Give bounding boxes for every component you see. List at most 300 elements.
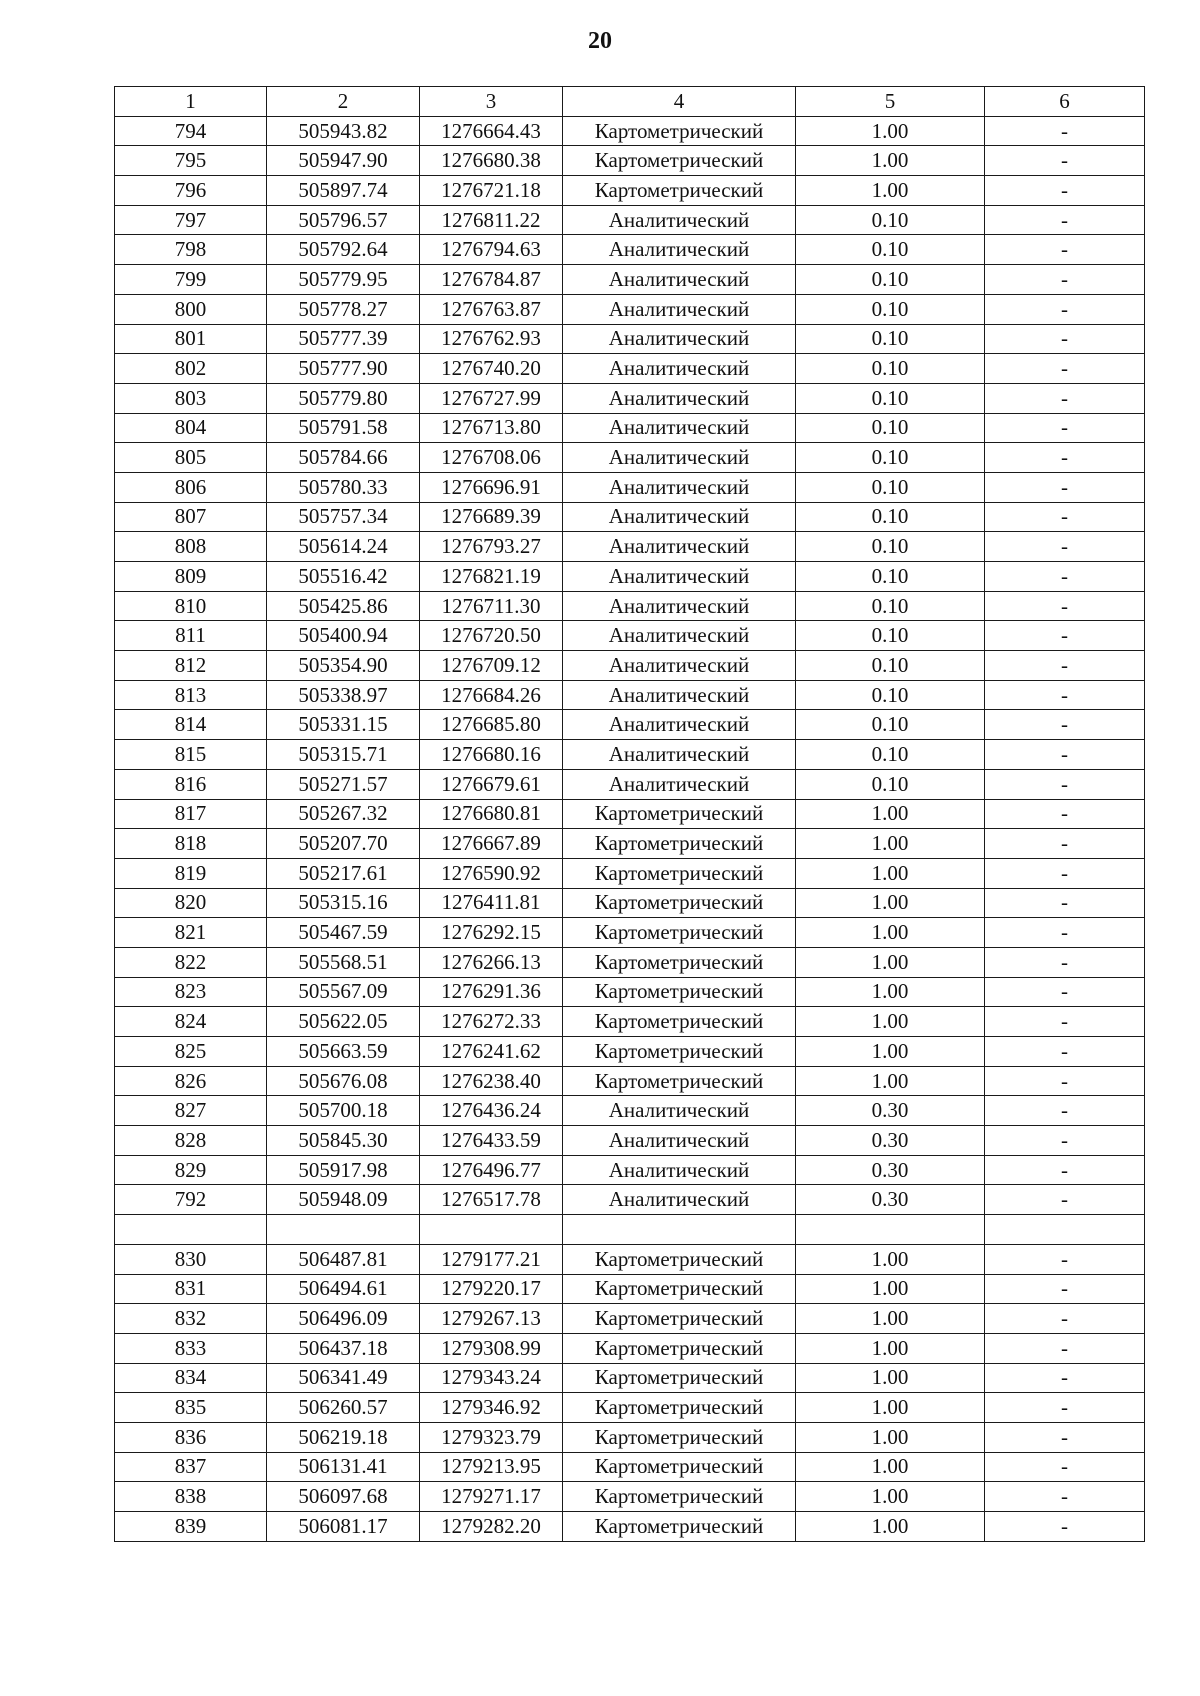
cell-point-number: 825 (115, 1037, 267, 1067)
table-row (115, 1482, 1145, 1512)
cell-method: Аналитический (563, 265, 796, 295)
cell-note: - (985, 947, 1145, 977)
cell-point-number: 815 (115, 740, 267, 770)
cell-method: Картометрический (563, 1244, 796, 1274)
cell-method: Картометрический (563, 1274, 796, 1304)
cell-y-coordinate: 1276664.43 (420, 116, 563, 146)
cell-point-number: 807 (115, 502, 267, 532)
cell-note: - (985, 858, 1145, 888)
table-row (115, 799, 1145, 829)
table-row (115, 116, 1145, 146)
cell-accuracy: 1.00 (796, 947, 985, 977)
cell-accuracy: 0.10 (796, 502, 985, 532)
cell-note: - (985, 918, 1145, 948)
cell-method (563, 1215, 796, 1245)
cell-x-coordinate: 505947.90 (267, 146, 420, 176)
table-row (115, 769, 1145, 799)
cell-y-coordinate: 1276709.12 (420, 651, 563, 681)
cell-accuracy: 0.30 (796, 1185, 985, 1215)
cell-y-coordinate: 1279323.79 (420, 1422, 563, 1452)
cell-note: - (985, 324, 1145, 354)
cell-x-coordinate: 505338.97 (267, 680, 420, 710)
cell-x-coordinate: 505425.86 (267, 591, 420, 621)
cell-x-coordinate: 505614.24 (267, 532, 420, 562)
cell-note: - (985, 1185, 1145, 1215)
table-row (115, 1037, 1145, 1067)
cell-accuracy: 1.00 (796, 1274, 985, 1304)
cell-method: Аналитический (563, 621, 796, 651)
cell-accuracy: 1.00 (796, 1037, 985, 1067)
table-row (115, 591, 1145, 621)
cell-note: - (985, 562, 1145, 592)
table-row (115, 413, 1145, 443)
header-cell-4: 4 (563, 87, 796, 117)
cell-point-number: 803 (115, 383, 267, 413)
cell-note: - (985, 146, 1145, 176)
cell-method: Аналитический (563, 235, 796, 265)
cell-x-coordinate: 506219.18 (267, 1422, 420, 1452)
cell-method: Картометрический (563, 977, 796, 1007)
cell-x-coordinate: 505400.94 (267, 621, 420, 651)
cell-accuracy: 1.00 (796, 858, 985, 888)
cell-y-coordinate: 1276762.93 (420, 324, 563, 354)
cell-point-number: 826 (115, 1066, 267, 1096)
cell-note: - (985, 354, 1145, 384)
cell-note: - (985, 176, 1145, 206)
cell-method: Аналитический (563, 740, 796, 770)
cell-accuracy: 0.30 (796, 1126, 985, 1156)
cell-method: Картометрический (563, 1482, 796, 1512)
cell-point-number: 817 (115, 799, 267, 829)
cell-method: Картометрический (563, 146, 796, 176)
cell-note: - (985, 799, 1145, 829)
cell-note: - (985, 680, 1145, 710)
table-row (115, 1007, 1145, 1037)
cell-accuracy: 0.10 (796, 265, 985, 295)
cell-accuracy: 1.00 (796, 1066, 985, 1096)
cell-note: - (985, 116, 1145, 146)
cell-y-coordinate: 1279282.20 (420, 1512, 563, 1542)
cell-method: Картометрический (563, 1363, 796, 1393)
cell-point-number: 801 (115, 324, 267, 354)
table-row (115, 1393, 1145, 1423)
cell-x-coordinate: 506494.61 (267, 1274, 420, 1304)
table-row (115, 1215, 1145, 1245)
header-cell-5: 5 (796, 87, 985, 117)
cell-point-number: 811 (115, 621, 267, 651)
cell-x-coordinate: 505207.70 (267, 829, 420, 859)
cell-note: - (985, 1274, 1145, 1304)
cell-point-number: 836 (115, 1422, 267, 1452)
cell-x-coordinate: 505796.57 (267, 205, 420, 235)
cell-point-number: 794 (115, 116, 267, 146)
cell-note: - (985, 740, 1145, 770)
cell-y-coordinate: 1276241.62 (420, 1037, 563, 1067)
cell-note: - (985, 502, 1145, 532)
table-row (115, 562, 1145, 592)
cell-accuracy: 0.10 (796, 562, 985, 592)
cell-accuracy: 0.10 (796, 354, 985, 384)
cell-method: Аналитический (563, 1096, 796, 1126)
cell-y-coordinate: 1279220.17 (420, 1274, 563, 1304)
cell-x-coordinate: 505516.42 (267, 562, 420, 592)
cell-point-number: 832 (115, 1304, 267, 1334)
cell-y-coordinate: 1276811.22 (420, 205, 563, 235)
table-row (115, 472, 1145, 502)
cell-accuracy: 0.10 (796, 472, 985, 502)
cell-x-coordinate: 505354.90 (267, 651, 420, 681)
cell-note: - (985, 591, 1145, 621)
cell-method: Картометрический (563, 116, 796, 146)
cell-x-coordinate: 505777.90 (267, 354, 420, 384)
cell-x-coordinate: 505780.33 (267, 472, 420, 502)
cell-note: - (985, 472, 1145, 502)
cell-x-coordinate: 505700.18 (267, 1096, 420, 1126)
cell-note: - (985, 621, 1145, 651)
cell-method: Картометрический (563, 947, 796, 977)
cell-point-number: 838 (115, 1482, 267, 1512)
cell-y-coordinate: 1276740.20 (420, 354, 563, 384)
cell-accuracy: 1.00 (796, 116, 985, 146)
cell-y-coordinate: 1276713.80 (420, 413, 563, 443)
cell-accuracy: 0.10 (796, 621, 985, 651)
cell-x-coordinate: 505792.64 (267, 235, 420, 265)
cell-point-number: 792 (115, 1185, 267, 1215)
header-cell-3: 3 (420, 87, 563, 117)
cell-y-coordinate: 1276436.24 (420, 1096, 563, 1126)
cell-point-number: 802 (115, 354, 267, 384)
cell-accuracy: 1.00 (796, 1452, 985, 1482)
cell-note: - (985, 1007, 1145, 1037)
header-cell-2: 2 (267, 87, 420, 117)
cell-x-coordinate: 506081.17 (267, 1512, 420, 1542)
cell-accuracy: 1.00 (796, 1007, 985, 1037)
cell-accuracy: 0.10 (796, 205, 985, 235)
cell-y-coordinate: 1276708.06 (420, 443, 563, 473)
cell-method: Картометрический (563, 1037, 796, 1067)
cell-accuracy: 0.10 (796, 383, 985, 413)
table-row (115, 947, 1145, 977)
cell-y-coordinate: 1279343.24 (420, 1363, 563, 1393)
cell-y-coordinate: 1276680.16 (420, 740, 563, 770)
cell-point-number: 818 (115, 829, 267, 859)
cell-method: Картометрический (563, 829, 796, 859)
cell-method: Аналитический (563, 710, 796, 740)
cell-note: - (985, 1155, 1145, 1185)
cell-accuracy: 0.10 (796, 769, 985, 799)
cell-point-number: 829 (115, 1155, 267, 1185)
table-row (115, 1512, 1145, 1542)
cell-note: - (985, 1244, 1145, 1274)
cell-accuracy: 0.10 (796, 651, 985, 681)
cell-x-coordinate: 506131.41 (267, 1452, 420, 1482)
cell-note: - (985, 1363, 1145, 1393)
cell-accuracy: 0.10 (796, 413, 985, 443)
cell-point-number: 835 (115, 1393, 267, 1423)
cell-point-number: 812 (115, 651, 267, 681)
cell-accuracy: 1.00 (796, 1304, 985, 1334)
cell-method: Аналитический (563, 502, 796, 532)
cell-method: Картометрический (563, 1333, 796, 1363)
table-row (115, 294, 1145, 324)
cell-method: Картометрический (563, 1422, 796, 1452)
cell-y-coordinate: 1276763.87 (420, 294, 563, 324)
table-row (115, 1422, 1145, 1452)
cell-y-coordinate: 1276784.87 (420, 265, 563, 295)
cell-y-coordinate: 1276266.13 (420, 947, 563, 977)
cell-point-number: 799 (115, 265, 267, 295)
cell-note (985, 1215, 1145, 1245)
cell-y-coordinate: 1276292.15 (420, 918, 563, 948)
cell-point-number: 796 (115, 176, 267, 206)
cell-method: Аналитический (563, 680, 796, 710)
cell-accuracy: 1.00 (796, 1422, 985, 1452)
table-row (115, 1274, 1145, 1304)
cell-accuracy: 0.10 (796, 235, 985, 265)
cell-note: - (985, 443, 1145, 473)
cell-accuracy: 1.00 (796, 146, 985, 176)
cell-accuracy: 1.00 (796, 1393, 985, 1423)
cell-method: Аналитический (563, 591, 796, 621)
cell-x-coordinate: 505897.74 (267, 176, 420, 206)
cell-method: Картометрический (563, 799, 796, 829)
cell-x-coordinate: 506487.81 (267, 1244, 420, 1274)
cell-point-number: 819 (115, 858, 267, 888)
cell-x-coordinate: 505779.95 (267, 265, 420, 295)
cell-note: - (985, 1333, 1145, 1363)
cell-note: - (985, 1512, 1145, 1542)
cell-y-coordinate: 1276272.33 (420, 1007, 563, 1037)
table-row (115, 1155, 1145, 1185)
table-row (115, 1185, 1145, 1215)
cell-y-coordinate: 1279213.95 (420, 1452, 563, 1482)
cell-accuracy: 1.00 (796, 1482, 985, 1512)
cell-point-number: 828 (115, 1126, 267, 1156)
cell-note: - (985, 294, 1145, 324)
cell-accuracy: 1.00 (796, 888, 985, 918)
cell-accuracy: 1.00 (796, 1244, 985, 1274)
table-row (115, 1244, 1145, 1274)
cell-x-coordinate (267, 1215, 420, 1245)
cell-method: Аналитический (563, 1155, 796, 1185)
cell-accuracy: 0.10 (796, 680, 985, 710)
cell-method: Аналитический (563, 205, 796, 235)
table-header (115, 87, 1145, 117)
table-row (115, 176, 1145, 206)
cell-y-coordinate: 1276685.80 (420, 710, 563, 740)
table-row (115, 1304, 1145, 1334)
cell-accuracy: 1.00 (796, 1512, 985, 1542)
table-row (115, 383, 1145, 413)
cell-note: - (985, 1452, 1145, 1482)
cell-accuracy: 0.10 (796, 591, 985, 621)
cell-method: Картометрический (563, 1304, 796, 1334)
cell-method: Картометрический (563, 1452, 796, 1482)
table-row (115, 858, 1145, 888)
cell-accuracy: 1.00 (796, 829, 985, 859)
cell-x-coordinate: 505777.39 (267, 324, 420, 354)
cell-note: - (985, 532, 1145, 562)
table-row (115, 324, 1145, 354)
cell-note: - (985, 1126, 1145, 1156)
cell-point-number: 827 (115, 1096, 267, 1126)
table-row (115, 532, 1145, 562)
cell-x-coordinate: 505267.32 (267, 799, 420, 829)
cell-y-coordinate: 1276667.89 (420, 829, 563, 859)
cell-x-coordinate: 506496.09 (267, 1304, 420, 1334)
cell-method: Картометрический (563, 888, 796, 918)
table-row (115, 205, 1145, 235)
table-row (115, 977, 1145, 1007)
cell-point-number: 824 (115, 1007, 267, 1037)
cell-accuracy: 0.10 (796, 443, 985, 473)
cell-point-number: 816 (115, 769, 267, 799)
cell-x-coordinate: 505917.98 (267, 1155, 420, 1185)
cell-y-coordinate: 1276689.39 (420, 502, 563, 532)
cell-y-coordinate: 1276821.19 (420, 562, 563, 592)
cell-y-coordinate: 1276291.36 (420, 977, 563, 1007)
table-row (115, 888, 1145, 918)
cell-x-coordinate: 505217.61 (267, 858, 420, 888)
cell-y-coordinate: 1276238.40 (420, 1066, 563, 1096)
cell-point-number: 822 (115, 947, 267, 977)
header-cell-1: 1 (115, 87, 267, 117)
cell-accuracy: 0.10 (796, 710, 985, 740)
cell-note: - (985, 1393, 1145, 1423)
table-row (115, 740, 1145, 770)
cell-y-coordinate: 1276727.99 (420, 383, 563, 413)
cell-point-number: 820 (115, 888, 267, 918)
table-row (115, 1096, 1145, 1126)
cell-method: Аналитический (563, 769, 796, 799)
cell-method: Аналитический (563, 413, 796, 443)
cell-point-number: 833 (115, 1333, 267, 1363)
cell-y-coordinate (420, 1215, 563, 1245)
cell-note: - (985, 1482, 1145, 1512)
cell-x-coordinate: 506260.57 (267, 1393, 420, 1423)
cell-x-coordinate: 506097.68 (267, 1482, 420, 1512)
cell-x-coordinate: 505676.08 (267, 1066, 420, 1096)
cell-note: - (985, 413, 1145, 443)
cell-y-coordinate: 1279267.13 (420, 1304, 563, 1334)
cell-method: Аналитический (563, 354, 796, 384)
cell-point-number: 806 (115, 472, 267, 502)
cell-accuracy (796, 1215, 985, 1245)
cell-y-coordinate: 1276711.30 (420, 591, 563, 621)
cell-method: Картометрический (563, 1512, 796, 1542)
cell-y-coordinate: 1276720.50 (420, 621, 563, 651)
cell-point-number (115, 1215, 267, 1245)
cell-note: - (985, 383, 1145, 413)
cell-method: Аналитический (563, 294, 796, 324)
cell-note: - (985, 710, 1145, 740)
cell-point-number: 800 (115, 294, 267, 324)
cell-x-coordinate: 506437.18 (267, 1333, 420, 1363)
cell-accuracy: 1.00 (796, 1363, 985, 1393)
cell-note: - (985, 769, 1145, 799)
cell-point-number: 837 (115, 1452, 267, 1482)
cell-accuracy: 0.10 (796, 294, 985, 324)
cell-accuracy: 1.00 (796, 977, 985, 1007)
cell-x-coordinate: 505467.59 (267, 918, 420, 948)
cell-point-number: 808 (115, 532, 267, 562)
table-row (115, 621, 1145, 651)
cell-x-coordinate: 505757.34 (267, 502, 420, 532)
cell-method: Аналитический (563, 443, 796, 473)
cell-y-coordinate: 1276684.26 (420, 680, 563, 710)
header-row (115, 87, 1145, 117)
cell-method: Аналитический (563, 532, 796, 562)
cell-method: Аналитический (563, 383, 796, 413)
cell-accuracy: 0.10 (796, 740, 985, 770)
table-row (115, 1452, 1145, 1482)
coordinates-table (114, 86, 1145, 1542)
cell-method: Аналитический (563, 651, 796, 681)
cell-point-number: 798 (115, 235, 267, 265)
table-row (115, 651, 1145, 681)
cell-y-coordinate: 1279177.21 (420, 1244, 563, 1274)
cell-point-number: 809 (115, 562, 267, 592)
cell-x-coordinate: 505271.57 (267, 769, 420, 799)
cell-x-coordinate: 505943.82 (267, 116, 420, 146)
cell-note: - (985, 651, 1145, 681)
cell-x-coordinate: 505791.58 (267, 413, 420, 443)
cell-accuracy: 0.10 (796, 532, 985, 562)
cell-x-coordinate: 505315.71 (267, 740, 420, 770)
cell-x-coordinate: 505784.66 (267, 443, 420, 473)
table-row (115, 1126, 1145, 1156)
cell-x-coordinate: 505845.30 (267, 1126, 420, 1156)
table-row (115, 1363, 1145, 1393)
cell-point-number: 810 (115, 591, 267, 621)
cell-method: Картометрический (563, 858, 796, 888)
table-row (115, 1066, 1145, 1096)
cell-y-coordinate: 1276517.78 (420, 1185, 563, 1215)
cell-y-coordinate: 1276680.81 (420, 799, 563, 829)
cell-accuracy: 1.00 (796, 176, 985, 206)
cell-x-coordinate: 505622.05 (267, 1007, 420, 1037)
cell-point-number: 795 (115, 146, 267, 176)
page-number: 20 (588, 28, 612, 54)
cell-note: - (985, 1422, 1145, 1452)
table-row (115, 918, 1145, 948)
cell-point-number: 834 (115, 1363, 267, 1393)
cell-method: Аналитический (563, 1185, 796, 1215)
table-row (115, 354, 1145, 384)
cell-method: Картометрический (563, 1066, 796, 1096)
cell-note: - (985, 977, 1145, 1007)
cell-y-coordinate: 1279346.92 (420, 1393, 563, 1423)
cell-x-coordinate: 505567.09 (267, 977, 420, 1007)
table-row (115, 1333, 1145, 1363)
cell-note: - (985, 205, 1145, 235)
cell-accuracy: 0.30 (796, 1155, 985, 1185)
cell-method: Аналитический (563, 562, 796, 592)
cell-y-coordinate: 1276680.38 (420, 146, 563, 176)
cell-point-number: 830 (115, 1244, 267, 1274)
cell-method: Аналитический (563, 472, 796, 502)
cell-x-coordinate: 505331.15 (267, 710, 420, 740)
cell-x-coordinate: 505315.16 (267, 888, 420, 918)
cell-y-coordinate: 1279271.17 (420, 1482, 563, 1512)
table-row (115, 710, 1145, 740)
cell-accuracy: 1.00 (796, 1333, 985, 1363)
cell-method: Аналитический (563, 1126, 796, 1156)
cell-accuracy: 0.10 (796, 324, 985, 354)
table-row (115, 502, 1145, 532)
cell-y-coordinate: 1276794.63 (420, 235, 563, 265)
cell-note: - (985, 1037, 1145, 1067)
